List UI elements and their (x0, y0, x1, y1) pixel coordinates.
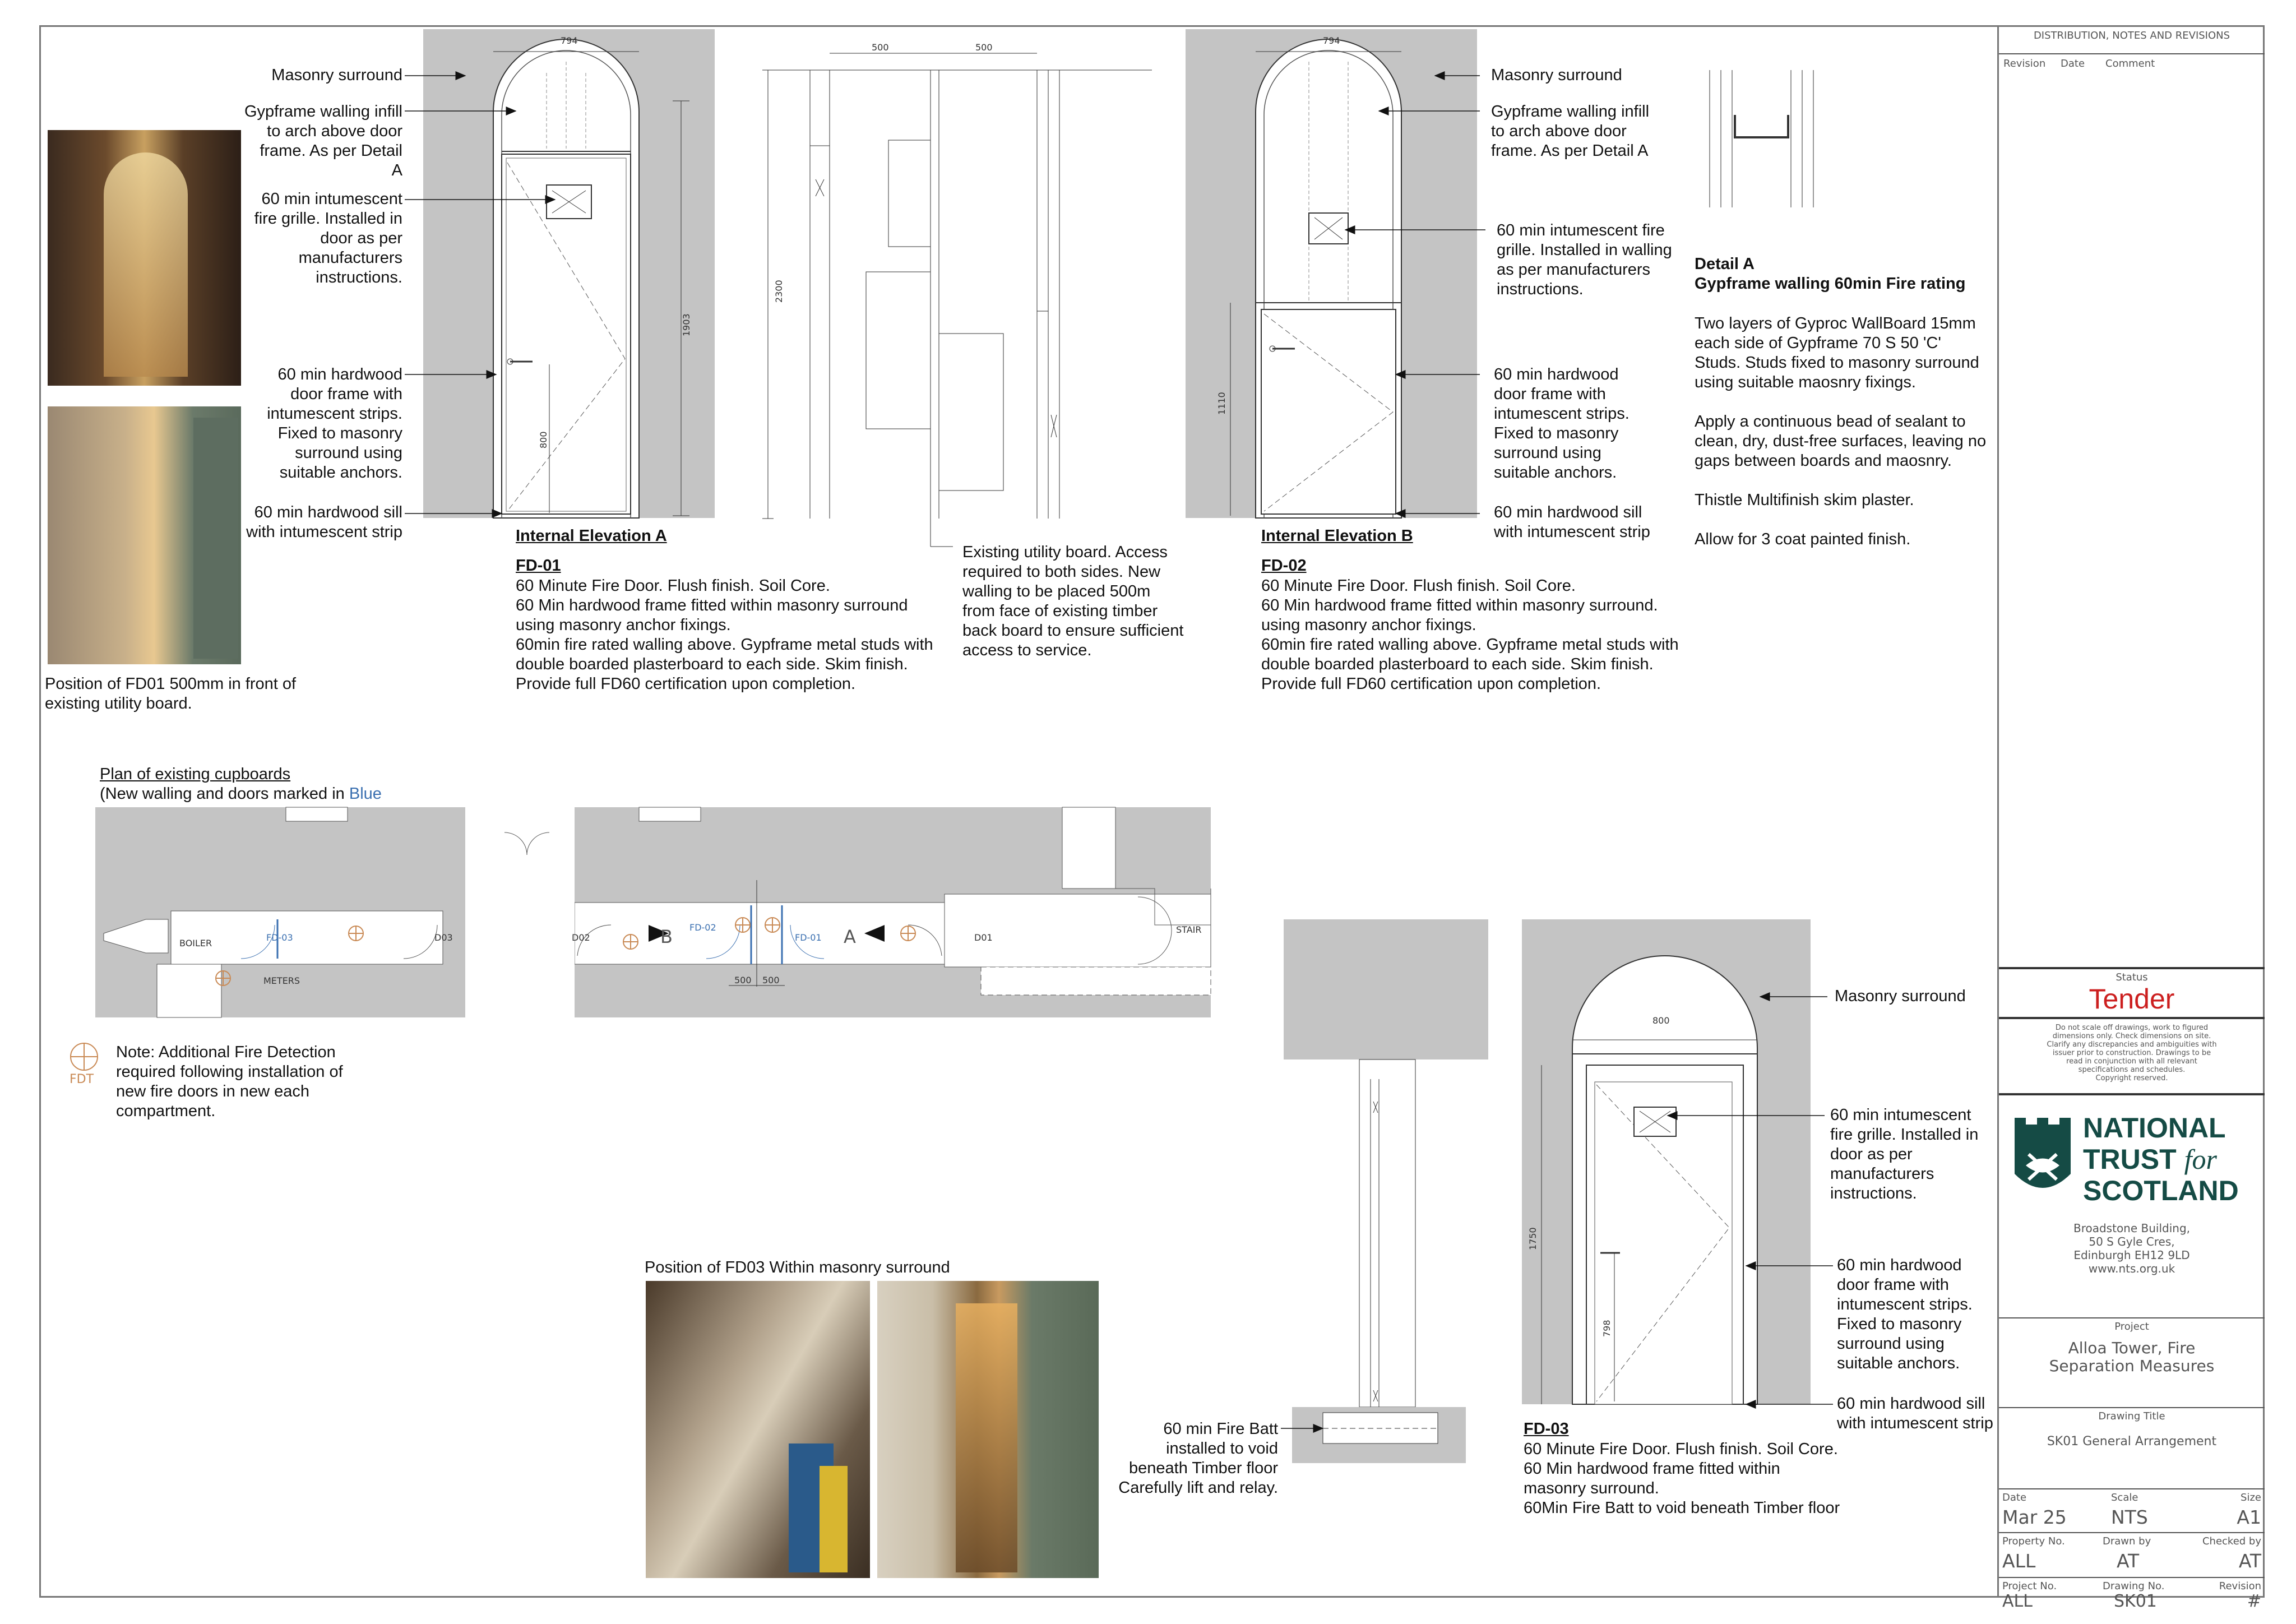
plan-drawing (95, 807, 1211, 1017)
elev-a-title: Internal Elevation A (516, 527, 667, 545)
photo-fd03-cupboard (646, 1281, 870, 1578)
tb-property-label: Property No. (2002, 1535, 2065, 1547)
tb-rev: # (2247, 1591, 2261, 1611)
elev-b-label-sill: 60 min hardwood sill with intumescent strip (1494, 503, 1650, 541)
fd03-photos-caption: Position of FD03 Within masonry surround (645, 1259, 950, 1276)
tb-drawn-label: Drawn by (2103, 1535, 2151, 1547)
plan-label-fd03: FD-03 (266, 932, 293, 943)
elev-a-label-grille: 60 min intumescent fire grille. Installed in door as per manufacturers instructions. (254, 190, 402, 286)
elev-a-label-frame: 60 min hardwood door frame with intumescent strips. Fixed to masonry surround using suitable anchors. (267, 365, 402, 482)
tb-size: A1 (2237, 1506, 2261, 1528)
plan-label-b: B (660, 926, 673, 947)
tb-property: ALL (2002, 1550, 2036, 1572)
fd03-label-frame: 60 min hardwood door frame with intumescent strips. Fixed to masonry surround using suitable anchors. (1837, 1256, 1973, 1372)
detail-a-subtitle: Gypframe walling 60min Fire rating (1695, 275, 1966, 293)
plan-dim-2: 500 (762, 975, 780, 985)
nts-logo-icon (2009, 1112, 2076, 1207)
tb-project: Alloa Tower, Fire Separation Measures (2049, 1339, 2215, 1375)
fd03-label-grille: 60 min intumescent fire grille. Installed in door as per manufacturers instructions. (1830, 1106, 1979, 1202)
tb-rev-label: Revision (2219, 1580, 2261, 1592)
tb-drawing-title-label: Drawing Title (2098, 1410, 2165, 1422)
plan-label-d01: D01 (974, 932, 993, 943)
nts-logo-line3: SCOTLAND (2083, 1175, 2239, 1206)
tb-heading: DISTRIBUTION, NOTES AND REVISIONS (2033, 30, 2230, 41)
elev-a-label-sill: 60 min hardwood sill with intumescent strip (246, 503, 402, 541)
tb-address: Broadstone Building, 50 S Gyle Cres, Edinburgh EH12 9LD www.nts.org.uk (2073, 1222, 2191, 1275)
elev-a-label-masonry: Masonry surround (271, 66, 402, 84)
fdt-note: Note: Additional Fire Detection required following installation of new fire doors in new each compartment. (116, 1043, 343, 1120)
plan-title: Plan of existing cupboards (100, 765, 291, 783)
elev-b-height-dim: 1110 (1216, 392, 1227, 415)
tb-checked: AT (2238, 1550, 2261, 1572)
fd03-width-dim: 800 (1652, 1015, 1670, 1026)
plan-label-fd01: FD-01 (795, 932, 822, 943)
fd03-elevation-drawing (1522, 919, 1811, 1404)
tb-scale: NTS (2111, 1506, 2148, 1528)
tb-date: Mar 25 (2002, 1506, 2067, 1528)
section-a-note: Existing utility board. Access required to both sides. New walling to be placed 500m from face of existing timber back board to ensure sufficient access to service. (962, 543, 1184, 659)
fd02-id: FD-02 (1261, 557, 1307, 575)
elevation-b-drawing (1186, 29, 1477, 518)
fd03-height-dim: 1750 (1527, 1227, 1538, 1250)
elev-b-label-frame: 60 min hardwood door frame with intumescent strips. Fixed to masonry surround using suitable anchors. (1494, 365, 1630, 482)
plan-label-meters: METERS (263, 975, 300, 986)
plan-label-d03: D03 (434, 932, 453, 943)
tb-drawno: SK01 (2114, 1591, 2157, 1611)
tb-drawing-title: SK01 General Arrangement (2047, 1435, 2217, 1449)
fdt-legend-label: FDT (70, 1072, 94, 1086)
tb-project-label: Project (2114, 1321, 2149, 1332)
tb-checked-label: Checked by (2202, 1535, 2261, 1547)
tb-col-revision: Revision (2003, 58, 2046, 70)
plan-dim-1: 500 (734, 975, 752, 985)
section-a-dim-right: 500 (975, 42, 993, 53)
tb-drawno-label: Drawing No. (2103, 1580, 2165, 1592)
elev-a-height-dim: 1903 (681, 313, 692, 336)
nts-logo-line2: TRUST for (2083, 1144, 2217, 1175)
tb-date-label: Date (2002, 1492, 2027, 1503)
detail-a-title: Detail A (1695, 255, 1755, 273)
fd03-batt-note: 60 min Fire Batt installed to void beneath Timber floor Carefully lift and relay. (1118, 1420, 1278, 1497)
tb-status: Tender (2089, 983, 2175, 1015)
tb-status-label: Status (2116, 971, 2148, 983)
elev-b-label-gypframe: Gypframe walling infill to arch above door frame. As per Detail A (1491, 103, 1650, 160)
tb-projno-label: Project No. (2002, 1580, 2057, 1592)
fd01-spec: 60 Minute Fire Door. Flush finish. Soil Core. 60 Min hardwood frame fitted within masonry surround using masonry anchor fixings. 60min fire rated walling above. Gypframe metal studs with double boarded plasterboard to each side. Skim finish. Provide full FD60 certification upon completion. (516, 577, 933, 693)
detail-a-body: Two layers of Gyproc WallBoard 15mm each side of Gypframe 70 S 50 'C' Studs. Studs fixed to masonry surround using suitable maosnry fixings. Apply a continuous bead of sealant to clean, dry, dust-free surfaces, leaving no gaps between boards and maosnry. Thistle Multifinish skim plaster. Allow for 3 coat painted finish. (1695, 314, 1987, 548)
elev-a-width-dim: 794 (561, 35, 578, 46)
fd03-spec: 60 Minute Fire Door. Flush finish. Soil Core. 60 Min hardwood frame fitted within masonry surround. 60Min Fire Batt to void beneath Timber floor (1524, 1440, 1840, 1517)
fd01-id: FD-01 (516, 557, 561, 575)
fd03-handle-dim: 798 (1601, 1320, 1612, 1337)
section-a-drawing (762, 53, 1152, 547)
fd03-section-drawing (1281, 919, 1488, 1463)
section-a-dim-left: 500 (872, 42, 889, 53)
elev-b-label-masonry: Masonry surround (1491, 66, 1622, 84)
plan-label-boiler: BOILER (179, 938, 212, 949)
elev-b-label-grille: 60 min intumescent fire grille. Installed in walling as per manufacturers instructions. (1497, 221, 1672, 298)
elev-b-title: Internal Elevation B (1261, 527, 1413, 545)
plan-label-fd02: FD-02 (689, 922, 716, 933)
fd02-spec: 60 Minute Fire Door. Flush finish. Soil Core. 60 Min hardwood frame fitted within masonry surround. using masonry anchor fixings. 60min fire rated walling above. Gypframe metal studs with double boarded plasterboard to each side. Skim finish. Provide full FD60 certification upon completion. (1261, 577, 1679, 693)
title-block (1997, 25, 2265, 1611)
tb-scale-label: Scale (2111, 1492, 2138, 1503)
tb-col-date: Date (2061, 58, 2085, 70)
elev-a-label-gypframe: Gypframe walling infill to arch above door frame. As per Detail A (244, 103, 402, 179)
fd03-label-sill: 60 min hardwood sill with intumescent strip (1837, 1395, 1993, 1432)
photos-caption: Position of FD01 500mm in front of existing utility board. (45, 675, 297, 712)
tb-col-comment: Comment (2105, 58, 2155, 70)
elev-a-handle-dim: 800 (538, 431, 549, 448)
section-a-dim-height: 2300 (774, 280, 784, 303)
plan-label-stair: STAIR (1176, 924, 1202, 935)
fd03-label-masonry: Masonry surround (1835, 987, 1966, 1005)
tb-disclaimer: Do not scale off drawings, work to figured dimensions only. Check dimensions on site. Clarify any discrepancies and ambiguities with issuer prior to construction. Drawings to be read in conjunction with all relevant specifications and schedules. Copyright reserved. (1999, 1017, 2265, 1082)
plan-subtitle: (New walling and doors marked in Blue (100, 785, 382, 803)
plan-label-d02: D02 (572, 932, 590, 943)
detail-a-drawing (1710, 70, 1813, 207)
tb-projno: ALL (2002, 1591, 2033, 1611)
fd03-id: FD-03 (1524, 1420, 1569, 1438)
tb-size-label: Size (2241, 1492, 2261, 1503)
tb-drawn: AT (2117, 1550, 2140, 1572)
elev-b-width-dim: 794 (1323, 35, 1340, 46)
nts-logo-line1: NATIONAL (2083, 1112, 2226, 1144)
plan-label-a: A (844, 926, 856, 947)
